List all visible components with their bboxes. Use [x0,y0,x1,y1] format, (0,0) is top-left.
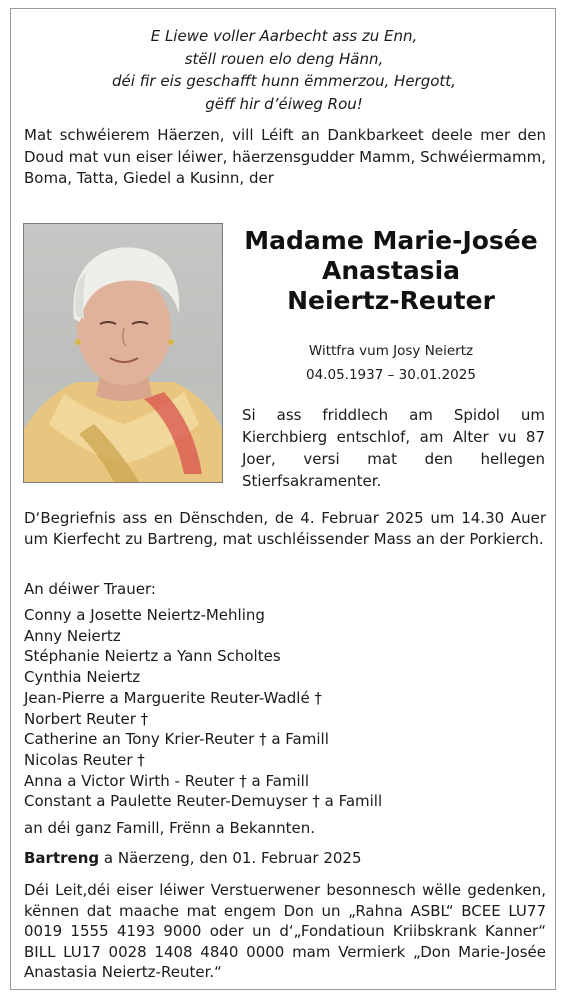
mourner-entry: Catherine an Tony Krier-Reuter † a Famill [24,730,329,749]
mourner-entry: Jean-Pierre a Marguerite Reuter-Wadlé † [24,688,322,707]
deceased-name [236,226,546,316]
life-dates: 04.05.1937 – 30.01.2025 [306,367,476,383]
poem-line: gëff hir d’éiweg Rou! [205,94,363,113]
poem-line: déi fir eis geschafft hunn ëmmerzou, Hergott, [112,72,456,90]
mourning-label: An déiwer Trauer: [24,580,156,598]
deceased-name-line: Madame Marie-Josée [244,226,538,255]
portrait-illustration [24,224,222,482]
mourner-entry: Norbert Reuter † [24,709,149,728]
mourner-entry: Stéphanie Neiertz a Yann Scholtes [24,647,281,666]
intro-text: Mat schwéierem Häerzen, vill Léift an Dankbarkeet deele mer den Doud mat vun eiser léiwer, häerzensgudder Mamm, Schwéiermamm, Boma, Tatta, Giedel a Kusinn, der [24,126,546,187]
date-text: a Näerzeng, den 01. Februar 2025 [99,849,362,867]
closing-line: an déi ganz Famill, Frënn a Bekannten. [24,819,315,837]
poem-line: stëll rouen elo deng Hänn, [184,49,384,68]
poem-line: E Liewe voller Aarbecht ass zu Enn, [150,27,418,45]
place-name: Bartreng [24,849,100,867]
place-date-line [24,847,362,869]
poem [0,25,568,115]
deceased-name-line: Anastasia [321,256,461,285]
mourner-entry: Cynthia Neiertz [24,668,141,687]
passing-text: Si ass friddlech am Spidol um Kierchbierg entschlof, am Alter vu 87 Joer, versi mat den hellegen Stierfsakramenter. [242,406,545,490]
widow-block [236,339,546,387]
mourners-list [24,605,382,812]
funeral-text: D‘Begriefnis ass en Dënschden, de 4. Februar 2025 um 14.30 Auer um Kierfecht zu Bartreng, mat uschléissender Mass an der Porkierch. [24,509,546,548]
mourner-entry: Anny Neiertz [24,626,121,645]
mourner-entry: Conny a Josette Neiertz-Mehling [24,606,265,624]
widow-of: Wittfra vum Josy Neiertz [308,343,474,359]
mourner-entry: Anna a Victor Wirth - Reuter † a Famill [24,771,310,790]
deceased-name-line: Neiertz-Reuter [287,286,495,315]
portrait-photo [23,223,223,483]
donation-text: Déi Leit,déi eiser léiwer Verstuerwener besonnesch wëlle gedenken, kënnen dat maache mat engem Don un „Rahna ASBL“ BCEE LU77 0019 1555 4193 9000 oder un d‘„Fondatioun Kriibskrank Kanner“ BILL LU17 0028 1408 4840 0000 mam Vermierk „Don Marie-Josée Anastasia Neiertz-Reuter.“ [24,881,546,981]
mourner-entry: Constant a Paulette Reuter-Demuyser † a Famill [24,792,383,811]
mourner-entry: Nicolas Reuter † [24,750,145,769]
